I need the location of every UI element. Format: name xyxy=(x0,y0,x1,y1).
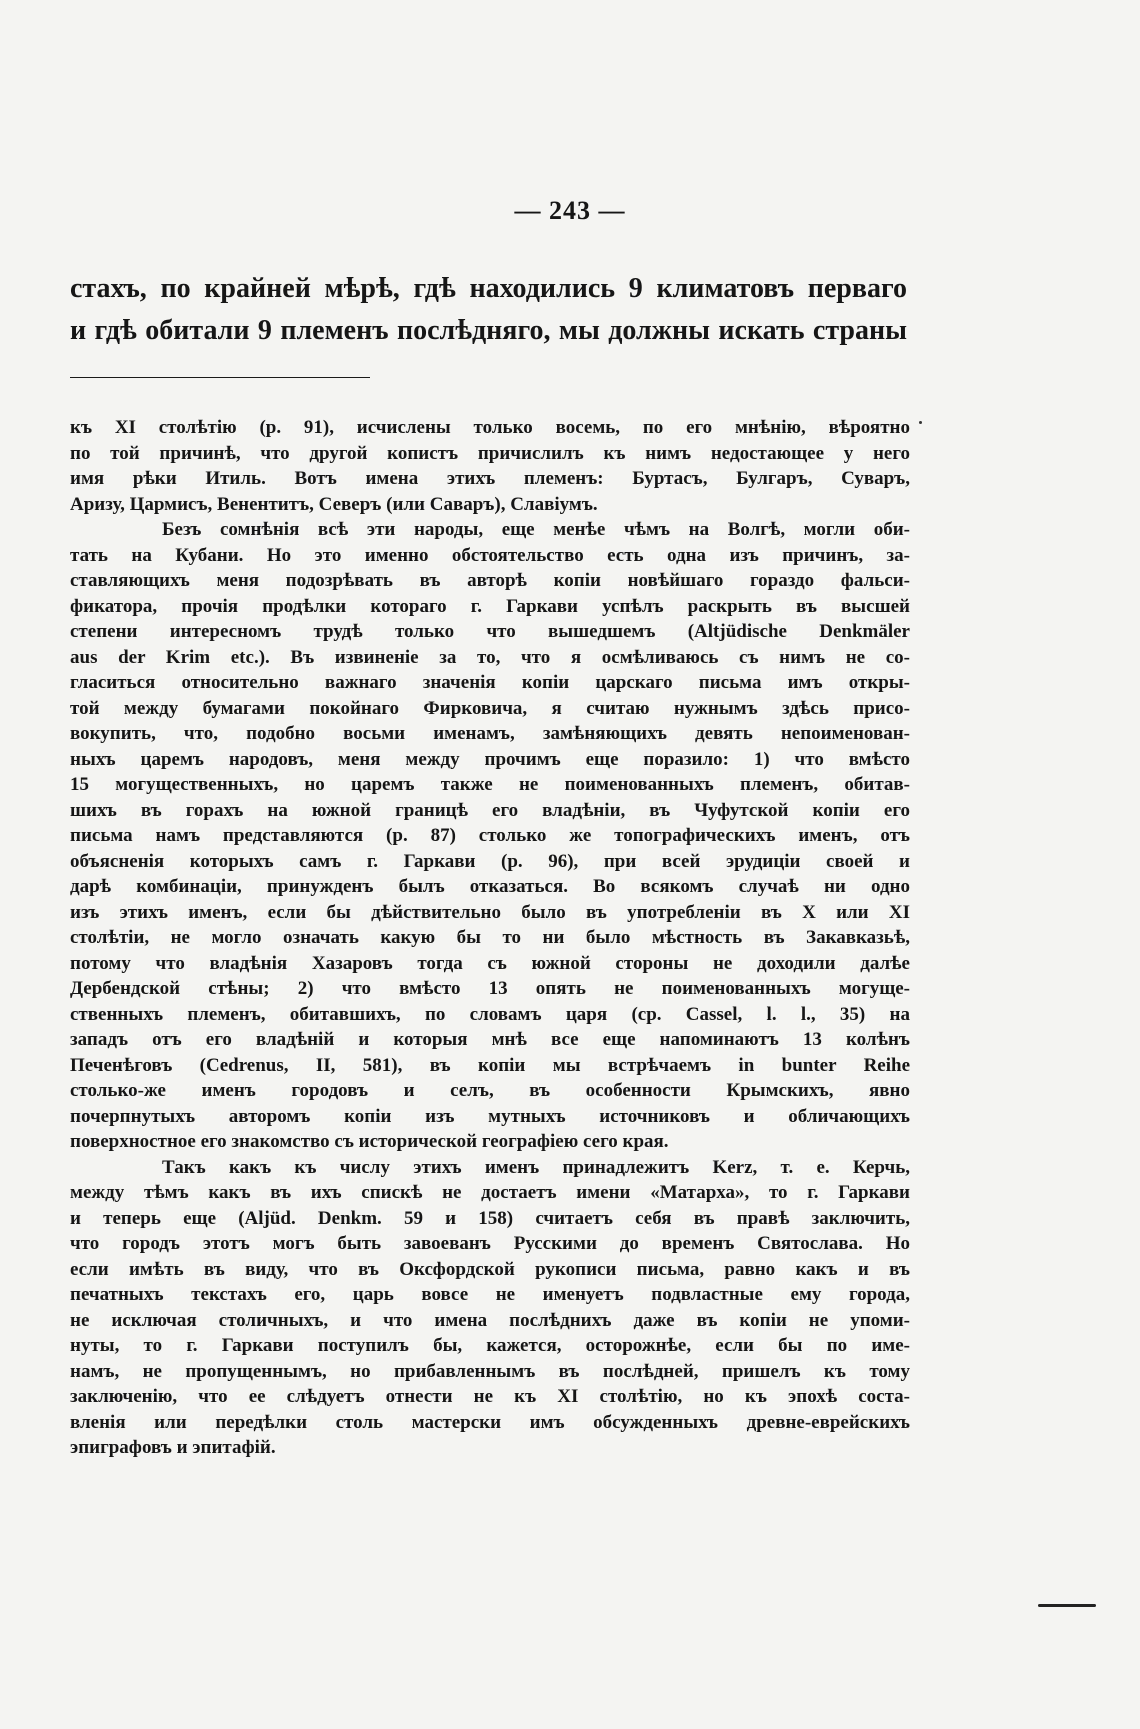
footnote-line: потому что владѣнія Хазаровъ тогда съ южной стороны не доходили далѣе xyxy=(70,952,910,974)
footnote-line: между тѣмъ какъ въ ихъ спискѣ не достаетъ имени «Матарха», то г. Гаркави xyxy=(70,1182,910,1203)
footnote-line: столѣтіи, не могло означать какую бы то ни было мѣстность въ Закавказьѣ, xyxy=(70,927,910,948)
footnote-line: Такъ какъ къ числу этихъ именъ принадлежитъ Kerz, т. е. Керчь, xyxy=(162,1156,910,1178)
footnote-line: Безъ сомнѣнія всѣ эти народы, еще менѣе чѣмъ на Волгѣ, могли оби- xyxy=(162,519,910,540)
footnote-line: ставляющихъ меня подозрѣвать въ авторѣ копіи новѣйшаго гораздо фальси- xyxy=(70,570,910,591)
footnote-line: не исключая столичныхъ, и что имена послѣднихъ даже въ копіи не упоми- xyxy=(70,1309,910,1331)
footnote-line: что городъ этотъ могъ быть завоеванъ Русскими до временъ Святослава. Но xyxy=(70,1233,910,1254)
footnote-line: объясненія которыхъ самъ г. Гаркави (р. 96), при всей эрудиціи своей и xyxy=(70,850,910,872)
footnote-line: намъ, не пропущеннымъ, но прибавленнымъ въ послѣдней, пришелъ къ тому xyxy=(70,1360,910,1382)
main-text-line: и гдѣ обитали 9 племенъ послѣдняго, мы должны искать страны xyxy=(70,315,907,346)
footnote-line: если имѣть въ виду, что въ Оксфордской рукописи письма, равно какъ и въ xyxy=(70,1258,910,1280)
footnote-line: и теперь еще (Aljüd. Denkm. 59 и 158) считаетъ себя въ правѣ заключить, xyxy=(70,1207,910,1229)
footnote-line: вокупить, что, подобно восьми именамъ, замѣняющихъ девять непоименован- xyxy=(70,723,910,744)
footnote-line: столько-же именъ городовъ и селъ, въ особенности Крымскихъ, явно xyxy=(70,1080,910,1101)
footnote-line: печатныхъ текстахъ его, царь вовсе не именуетъ подвластные ему города, xyxy=(70,1284,910,1305)
footnote-line: тать на Кубани. Но это именно обстоятельство есть одна изъ причинъ, за- xyxy=(70,544,910,566)
footnote-line: изъ этихъ именъ, если бы дѣйствительно было въ употребленіи въ X или XI xyxy=(70,901,910,923)
footnote-line: фикатора, прочія продѣлки котораго г. Гаркави успѣлъ раскрыть въ высшей xyxy=(70,595,910,617)
footnote-paragraph-3 xyxy=(70,1155,910,1461)
footnote-line: нуты, то г. Гаркави поступилъ бы, кажется, осторожнѣе, если бы по име- xyxy=(70,1335,910,1356)
footnote-line: Аризу, Цармисъ, Венентитъ, Северъ (или Саваръ), Славіумъ. xyxy=(70,493,598,515)
footnote-line: степени интересномъ трудѣ только что вышедшемъ (Altjüdische Denkmäler xyxy=(70,621,910,642)
footnote-line: 15 могущественныхъ, но царемъ также не поименованныхъ племенъ, обитав- xyxy=(70,774,910,795)
footnote-line: Дербендской стѣны; 2) что вмѣсто 13 опять не поименованныхъ могуще- xyxy=(70,978,910,999)
footnote-line: той между бумагами покойнаго Фирковича, я считаю нужнымъ здѣсь присо- xyxy=(70,697,910,719)
footnote-line: вленія или передѣлки столь мастерски имъ обсужденныхъ древне-еврейскихъ xyxy=(70,1411,910,1433)
margin-mark xyxy=(919,421,922,424)
footnote-line: Печенѣговъ (Cedrenus, II, 581), въ копіи мы встрѣчаемъ in bunter Reihe xyxy=(70,1054,910,1076)
footnote-line: ственныхъ племенъ, обитавшихъ, по словамъ царя (ср. Cassel, l. l., 35) на xyxy=(70,1003,910,1025)
footnote-paragraph-1 xyxy=(70,415,910,517)
footnote-line: имя рѣки Итиль. Вотъ имена этихъ племенъ: Буртасъ, Булгаръ, Суваръ, xyxy=(70,468,910,489)
footnote-separator xyxy=(70,377,370,378)
footnote-line: письма намъ представляются (р. 87) столько же топографическихъ именъ, отъ xyxy=(70,825,910,846)
footnote-block xyxy=(70,415,910,1461)
footnote-line: западъ отъ его владѣній и которыя мнѣ все еще напоминаютъ 13 колѣнъ xyxy=(70,1029,910,1050)
main-text-line: стахъ, по крайней мѣрѣ, гдѣ находились 9 климатовъ перваго xyxy=(70,273,907,304)
page-number: — 243 — xyxy=(514,196,626,225)
footnote-paragraph-2 xyxy=(70,517,910,1155)
footnote-line: aus der Krim etc.). Въ извиненіе за то, что я осмѣливаюсь съ нимъ не со- xyxy=(70,646,910,668)
footnote-line: ныхъ царемъ народовъ, меня между прочимъ еще поразило: 1) что вмѣсто xyxy=(70,748,910,770)
page-end-mark xyxy=(1038,1604,1096,1607)
footnote-line: поверхностное его знакомство съ исторической географіею сего края. xyxy=(70,1131,669,1152)
footnote-line: шихъ въ горахъ на южной границѣ его владѣніи, въ Чуфутской копіи его xyxy=(70,799,910,821)
main-text xyxy=(70,268,907,352)
footnote-line: эпиграфовъ и эпитафій. xyxy=(70,1437,276,1458)
footnote-line: дарѣ комбинаціи, принужденъ былъ отказаться. Во всякомъ случаѣ ни одно xyxy=(70,876,910,897)
footnote-line: заключенію, что ее слѣдуетъ отнести не къ XI столѣтію, но къ эпохѣ соста- xyxy=(70,1386,910,1407)
footnote-line: къ XI столѣтію (р. 91), исчислены только восемь, по его мнѣнію, вѣроятно xyxy=(70,417,910,438)
footnote-line: по той причинѣ, что другой копистъ причислилъ къ нимъ недостающее у него xyxy=(70,442,910,464)
footnote-line: почерпнутыхъ авторомъ копіи изъ мутныхъ источниковъ и обличающихъ xyxy=(70,1105,910,1127)
footnote-line: гласиться относительно важнаго значенія копіи царскаго письма имъ откры- xyxy=(70,672,910,693)
